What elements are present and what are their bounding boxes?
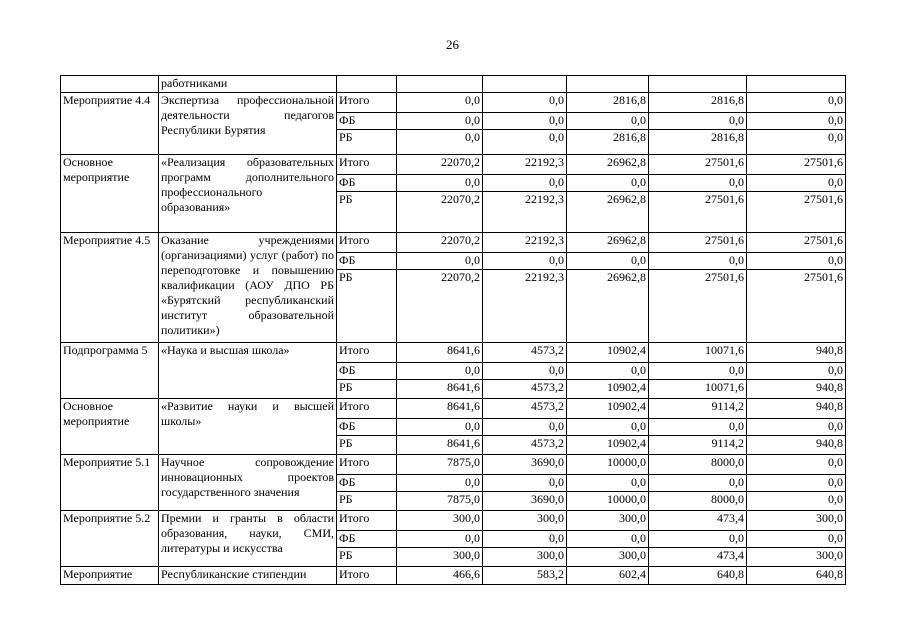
funding-source-cell: Итого — [337, 399, 397, 419]
amount-cell: 0,0 — [649, 531, 747, 548]
amount-cell: 0,0 — [397, 531, 483, 548]
amount-cell: 4573,2 — [483, 343, 567, 363]
table-row — [61, 233, 846, 253]
funding-source-cell: ФБ — [337, 475, 397, 492]
amount-cell: 0,0 — [397, 93, 483, 113]
amount-cell: 0,0 — [747, 130, 846, 155]
amount-cell: 0,0 — [397, 175, 483, 192]
funding-source-cell: ФБ — [337, 531, 397, 548]
amount-cell: 0,0 — [397, 419, 483, 436]
table-row — [61, 455, 846, 475]
amount-cell: 0,0 — [747, 363, 846, 380]
row-description-cell: «Наука и высшая школа» — [159, 343, 337, 399]
amount-cell: 0,0 — [747, 492, 846, 511]
amount-cell: 26962,8 — [567, 233, 649, 253]
amount-cell: 940,8 — [747, 399, 846, 419]
amount-cell: 22192,3 — [483, 192, 567, 233]
amount-cell: 2816,8 — [567, 93, 649, 113]
row-description-cell: Экспертиза профессиональной деятельности педагогов Республики Бурятия — [159, 93, 337, 155]
amount-cell: 9114,2 — [649, 399, 747, 419]
funding-source-cell: РБ — [337, 130, 397, 155]
amount-cell: 8641,6 — [397, 343, 483, 363]
funding-source-cell: Итого — [337, 455, 397, 475]
amount-cell: 0,0 — [747, 475, 846, 492]
funding-source-cell — [337, 76, 397, 93]
budget-table — [60, 75, 846, 585]
amount-cell: 0,0 — [567, 531, 649, 548]
amount-cell: 10902,4 — [567, 343, 649, 363]
amount-cell: 4573,2 — [483, 380, 567, 399]
row-name-cell — [61, 76, 159, 93]
amount-cell: 940,8 — [747, 436, 846, 455]
amount-cell: 0,0 — [649, 253, 747, 270]
amount-cell: 0,0 — [649, 175, 747, 192]
amount-cell: 10902,4 — [567, 380, 649, 399]
amount-cell: 27501,6 — [649, 270, 747, 343]
table-row — [61, 511, 846, 531]
row-name-cell: Мероприятие 4.5 — [61, 233, 159, 343]
amount-cell: 3690,0 — [483, 492, 567, 511]
amount-cell: 0,0 — [567, 419, 649, 436]
amount-cell: 10902,4 — [567, 436, 649, 455]
amount-cell: 4573,2 — [483, 399, 567, 419]
amount-cell: 3690,0 — [483, 455, 567, 475]
amount-cell: 27501,6 — [747, 155, 846, 175]
amount-cell: 26962,8 — [567, 192, 649, 233]
amount-cell: 0,0 — [397, 363, 483, 380]
amount-cell: 300,0 — [483, 511, 567, 531]
amount-cell: 0,0 — [483, 93, 567, 113]
funding-source-cell: ФБ — [337, 113, 397, 130]
amount-cell: 22192,3 — [483, 270, 567, 343]
funding-source-cell: Итого — [337, 233, 397, 253]
amount-cell: 8641,6 — [397, 399, 483, 419]
amount-cell: 0,0 — [483, 363, 567, 380]
row-description-cell: Оказание учреждениями (организациями) услуг (работ) по переподготовке и повышению квалификации (АОУ ДПО РБ «Бурятский республиканский институт образовательной политики») — [159, 233, 337, 343]
amount-cell: 8641,6 — [397, 436, 483, 455]
amount-cell — [397, 76, 483, 93]
amount-cell: 640,8 — [649, 567, 747, 585]
amount-cell: 0,0 — [483, 253, 567, 270]
funding-source-cell: ФБ — [337, 175, 397, 192]
amount-cell: 2816,8 — [649, 93, 747, 113]
page-number: 26 — [446, 37, 459, 52]
row-description-cell: Премии и гранты в области образования, науки, СМИ, литературы и искусства — [159, 511, 337, 567]
funding-source-cell: Итого — [337, 155, 397, 175]
amount-cell: 473,4 — [649, 511, 747, 531]
amount-cell: 27501,6 — [747, 270, 846, 343]
amount-cell: 27501,6 — [747, 233, 846, 253]
row-description-cell: Научное сопровождение инновационных проектов государственного значения — [159, 455, 337, 511]
funding-source-cell: РБ — [337, 436, 397, 455]
amount-cell: 22192,3 — [483, 233, 567, 253]
amount-cell: 8000,0 — [649, 492, 747, 511]
funding-source-cell: ФБ — [337, 253, 397, 270]
amount-cell: 583,2 — [483, 567, 567, 585]
amount-cell: 8641,6 — [397, 380, 483, 399]
amount-cell: 0,0 — [397, 475, 483, 492]
funding-source-cell: РБ — [337, 492, 397, 511]
amount-cell: 300,0 — [567, 548, 649, 567]
amount-cell: 300,0 — [397, 548, 483, 567]
amount-cell: 0,0 — [567, 253, 649, 270]
row-description-cell: «Реализация образовательных программ дополнительного профессионального образования» — [159, 155, 337, 233]
table-row — [61, 93, 846, 113]
amount-cell: 0,0 — [483, 531, 567, 548]
amount-cell — [483, 76, 567, 93]
amount-cell: 22192,3 — [483, 155, 567, 175]
funding-source-cell: ФБ — [337, 419, 397, 436]
table-row — [61, 343, 846, 363]
amount-cell: 10071,6 — [649, 380, 747, 399]
amount-cell: 10000,0 — [567, 455, 649, 475]
funding-source-cell: РБ — [337, 192, 397, 233]
amount-cell: 27501,6 — [649, 192, 747, 233]
row-name-cell: Основное мероприятие — [61, 399, 159, 455]
row-description-cell: работниками — [159, 76, 337, 93]
amount-cell: 0,0 — [567, 475, 649, 492]
amount-cell: 0,0 — [483, 419, 567, 436]
amount-cell: 4573,2 — [483, 436, 567, 455]
amount-cell: 7875,0 — [397, 455, 483, 475]
amount-cell: 940,8 — [747, 343, 846, 363]
amount-cell: 10071,6 — [649, 343, 747, 363]
amount-cell: 2816,8 — [649, 130, 747, 155]
row-name-cell: Мероприятие 5.1 — [61, 455, 159, 511]
row-name-cell: Мероприятие — [61, 567, 159, 585]
amount-cell: 22070,2 — [397, 233, 483, 253]
funding-source-cell: ФБ — [337, 363, 397, 380]
amount-cell: 27501,6 — [649, 155, 747, 175]
amount-cell: 0,0 — [649, 419, 747, 436]
amount-cell: 300,0 — [747, 548, 846, 567]
amount-cell: 2816,8 — [567, 130, 649, 155]
row-name-cell: Мероприятие 4.4 — [61, 93, 159, 155]
amount-cell: 0,0 — [483, 113, 567, 130]
amount-cell: 0,0 — [649, 113, 747, 130]
amount-cell: 602,4 — [567, 567, 649, 585]
amount-cell — [649, 76, 747, 93]
amount-cell: 0,0 — [567, 113, 649, 130]
amount-cell: 27501,6 — [747, 192, 846, 233]
amount-cell: 0,0 — [747, 455, 846, 475]
amount-cell: 0,0 — [483, 130, 567, 155]
amount-cell: 26962,8 — [567, 270, 649, 343]
budget-table-body — [61, 76, 846, 585]
funding-source-cell: Итого — [337, 93, 397, 113]
amount-cell: 8000,0 — [649, 455, 747, 475]
amount-cell: 0,0 — [649, 363, 747, 380]
row-description-cell: «Развитие науки и высшей школы» — [159, 399, 337, 455]
amount-cell: 0,0 — [649, 475, 747, 492]
amount-cell: 0,0 — [747, 113, 846, 130]
amount-cell: 0,0 — [747, 175, 846, 192]
amount-cell: 0,0 — [397, 113, 483, 130]
amount-cell — [567, 76, 649, 93]
amount-cell: 10902,4 — [567, 399, 649, 419]
amount-cell: 940,8 — [747, 380, 846, 399]
funding-source-cell: Итого — [337, 343, 397, 363]
table-row — [61, 399, 846, 419]
amount-cell: 473,4 — [649, 548, 747, 567]
amount-cell: 0,0 — [397, 130, 483, 155]
amount-cell: 0,0 — [397, 253, 483, 270]
funding-source-cell: РБ — [337, 270, 397, 343]
amount-cell: 27501,6 — [649, 233, 747, 253]
amount-cell: 9114,2 — [649, 436, 747, 455]
amount-cell: 0,0 — [567, 175, 649, 192]
amount-cell: 300,0 — [483, 548, 567, 567]
amount-cell: 300,0 — [567, 511, 649, 531]
table-row — [61, 155, 846, 175]
table-row — [61, 76, 846, 93]
row-description-cell: Республиканские стипендии — [159, 567, 337, 585]
amount-cell: 10000,0 — [567, 492, 649, 511]
amount-cell: 0,0 — [483, 175, 567, 192]
amount-cell: 22070,2 — [397, 270, 483, 343]
amount-cell: 22070,2 — [397, 192, 483, 233]
amount-cell — [747, 76, 846, 93]
amount-cell: 300,0 — [747, 511, 846, 531]
funding-source-cell: Итого — [337, 567, 397, 585]
amount-cell: 0,0 — [567, 363, 649, 380]
amount-cell: 22070,2 — [397, 155, 483, 175]
amount-cell: 0,0 — [747, 531, 846, 548]
funding-source-cell: РБ — [337, 548, 397, 567]
row-name-cell: Подпрограмма 5 — [61, 343, 159, 399]
amount-cell: 0,0 — [747, 253, 846, 270]
amount-cell: 0,0 — [483, 475, 567, 492]
funding-source-cell: РБ — [337, 380, 397, 399]
amount-cell: 466,6 — [397, 567, 483, 585]
table-row — [61, 567, 846, 585]
amount-cell: 0,0 — [747, 93, 846, 113]
row-name-cell: Мероприятие 5.2 — [61, 511, 159, 567]
row-name-cell: Основное мероприятие — [61, 155, 159, 233]
funding-source-cell: Итого — [337, 511, 397, 531]
amount-cell: 300,0 — [397, 511, 483, 531]
amount-cell: 0,0 — [747, 419, 846, 436]
amount-cell: 640,8 — [747, 567, 846, 585]
amount-cell: 7875,0 — [397, 492, 483, 511]
amount-cell: 26962,8 — [567, 155, 649, 175]
